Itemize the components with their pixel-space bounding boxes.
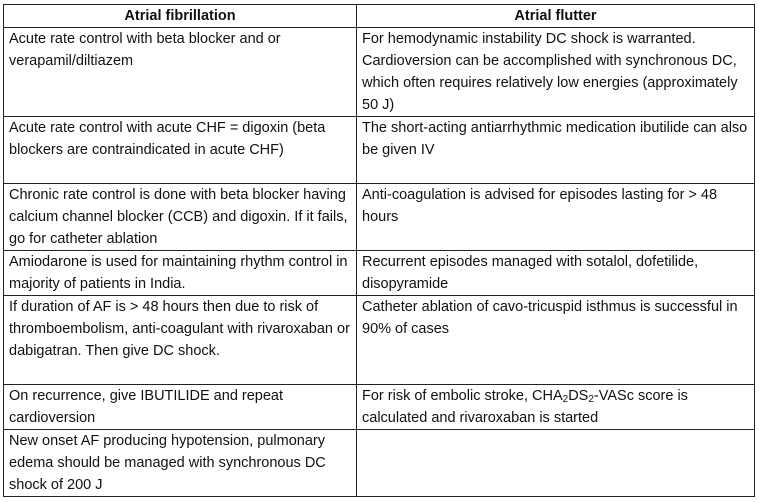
flutter-cell: Recurrent episodes managed with sotalol, dofetilide, disopyramide [357,251,755,296]
table-row [4,430,755,497]
comparison-table-container [3,4,755,497]
table-row [4,251,755,296]
subscript-2: 2 [588,394,594,405]
table-row [4,184,755,251]
flutter-cell [357,430,755,497]
comparison-table [3,4,755,497]
table-row [4,28,755,117]
header-atrial-fibrillation: Atrial fibrillation [4,5,357,28]
flutter-cell: For hemodynamic instability DC shock is warranted. Cardioversion can be accomplished with synchronous DC, which often requires relatively low energies (approximately 50 J) [357,28,755,117]
flutter-cell [357,385,755,430]
subscript-2: 2 [562,394,569,405]
header-row [4,5,755,28]
table-row [4,385,755,430]
flutter-cell: Anti-coagulation is advised for episodes lasting for > 48 hours [357,184,755,251]
af-cell: On recurrence, give IBUTILIDE and repeat cardioversion [4,385,357,430]
flutter-cell: The short-acting antiarrhythmic medication ibutilide can also be given IV [357,117,755,184]
af-cell: If duration of AF is > 48 hours then due to risk of thromboembolism, anti-coagulant with rivaroxaban or dabigatran. Then give DC shock. [4,296,357,385]
table-row [4,296,755,385]
af-cell: New onset AF producing hypotension, pulmonary edema should be managed with synchronous DC shock of 200 J [4,430,357,497]
af-cell: Chronic rate control is done with beta blocker having calcium channel blocker (CCB) and digoxin. If it fails, go for catheter ablation [4,184,357,251]
af-cell: Amiodarone is used for maintaining rhythm control in majority of patients in India. [4,251,357,296]
af-cell: Acute rate control with beta blocker and or verapamil/diltiazem [4,28,357,117]
cha2ds2-text-after: -VASc score is calculated and rivaroxaban is started [362,388,688,426]
cha2ds2-text-mid: DS [568,388,589,404]
af-cell: Acute rate control with acute CHF = digoxin (beta blockers are contraindicated in acute CHF) [4,117,357,184]
cha2ds2-text-before: For risk of embolic stroke, CHA [362,388,563,404]
header-atrial-flutter: Atrial flutter [357,5,755,28]
table-row [4,117,755,184]
flutter-cell: Catheter ablation of cavo-tricuspid isthmus is successful in 90% of cases [357,296,755,385]
